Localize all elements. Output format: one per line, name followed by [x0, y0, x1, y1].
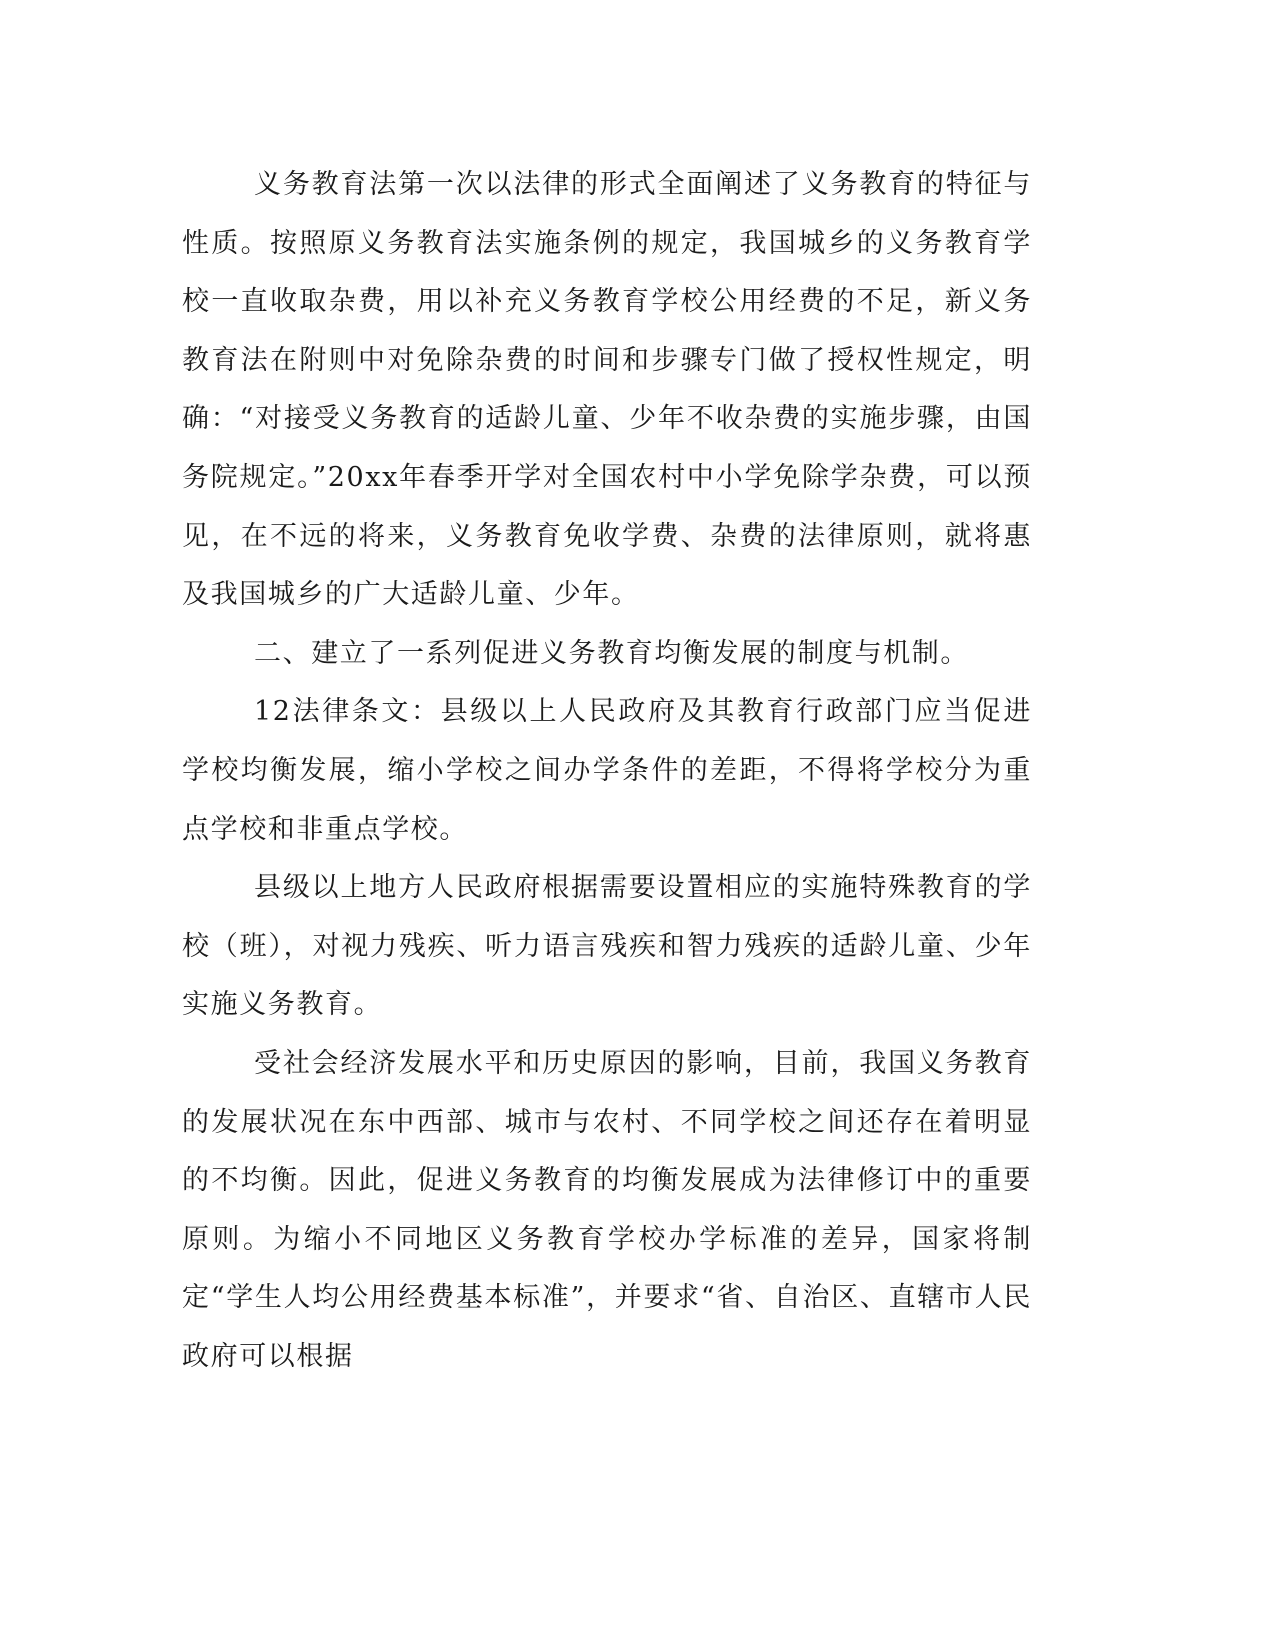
paragraph-balanced-development: 受社会经济发展水平和历史原因的影响，目前，我国义务教育的发展状况在东中西部、城市与农村、不同学校之间还存在着明显的不均衡。因此，促进义务教育的均衡发展成为法律修订中的重要原则。为缩小不同地区义务教育学校办学标准的差异，国家将制定“学生人均公用经费基本标准”，并要求“省、自治区、直辖市人民政府可以根据	[182, 1047, 1032, 1372]
document-body	[182, 156, 1032, 1386]
paragraph-special-education: 县级以上地方人民政府根据需要设置相应的实施特殊教育的学校（班），对视力残疾、听力语言残疾和智力残疾的适龄儿童、少年实施义务教育。	[182, 872, 1032, 1021]
paragraph-free-tuition: 义务教育法第一次以法律的形式全面阐述了义务教育的特征与性质。按照原义务教育法实施条例的规定，我国城乡的义务教育学校一直收取杂费，用以补充义务教育学校公用经费的不足，新义务教育法在附则中对免除杂费的时间和步骤专门做了授权性规定，明确：“对接受义务教育的适龄儿童、少年不收杂费的实施步骤，由国务院规定。”20xx年春季开学对全国农村中小学免除学杂费，可以预见，在不远的将来，义务教育免收学费、杂费的法律原则，就将惠及我国城乡的广大适龄儿童、少年。	[182, 169, 1032, 611]
paragraph-section-heading: 二、建立了一系列促进义务教育均衡发展的制度与机制。	[254, 637, 969, 669]
paragraph-legal-article: 12法律条文：县级以上人民政府及其教育行政部门应当促进学校均衡发展，缩小学校之间办学条件的差距，不得将学校分为重点学校和非重点学校。	[182, 696, 1032, 845]
